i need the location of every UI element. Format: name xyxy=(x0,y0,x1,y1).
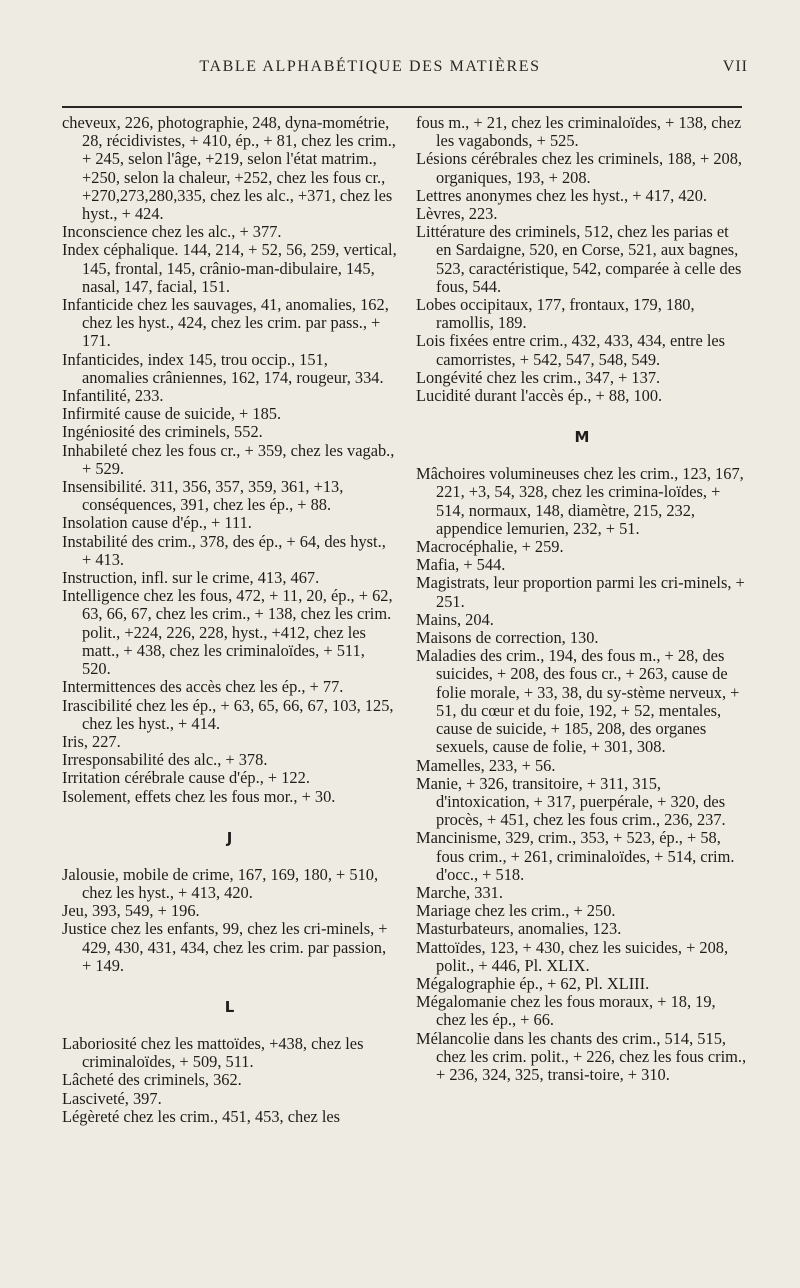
index-entry: Lasciveté, 397. xyxy=(62,1088,162,1108)
index-entry: Mafia, + 544. xyxy=(416,555,506,575)
index-entry: Longévité chez les crim., 347, + 137. xyxy=(416,367,661,387)
index-entry: Infanticides, index 145, trou occip., 151, anomalies crâniennes, 162, 174, rougeur, 334. xyxy=(62,349,384,387)
entries-m xyxy=(416,465,748,1084)
entries-l xyxy=(62,1035,397,1126)
index-entry: Mégalographie ép., + 62, Pl. XLIII. xyxy=(416,973,650,993)
index-entry: Mains, 204. xyxy=(416,609,494,629)
left-column xyxy=(62,114,397,1126)
index-entry: Marche, 331. xyxy=(416,882,503,902)
index-entry: Intelligence chez les fous, 472, + 11, 20, ép., + 62, 63, 66, 67, chez les crim., + 138, chez les crim. polit., +224, 226, 228, hyst., +412, chez les matt., + 438, chez les criminaloïdes, + 511, 520. xyxy=(62,586,393,679)
index-entry: Index céphalique. 144, 214, + 52, 56, 259, vertical, 145, frontal, 145, crânio-man-dibulaire, 145, nasal, 147, facial, 151. xyxy=(62,240,397,296)
index-entry: Mattoïdes, 123, + 430, chez les suicides, + 208, polit., + 446, Pl. XLIX. xyxy=(416,937,729,975)
section-letter-j: J xyxy=(226,828,233,847)
index-entry: Mariage chez les crim., + 250. xyxy=(416,901,616,921)
index-entry: Maisons de correction, 130. xyxy=(416,628,599,648)
index-entry: Instabilité des crim., 378, des ép., + 64, des hyst., + 413. xyxy=(62,531,386,569)
index-entry: Infirmité cause de suicide, + 185. xyxy=(62,404,282,424)
section-letter-l: L xyxy=(224,997,235,1016)
index-entry: Jeu, 393, 549, + 196. xyxy=(62,901,200,921)
index-entry: Lâcheté des criminels, 362. xyxy=(62,1070,242,1090)
index-entry: Lois fixées entre crim., 432, 433, 434, entre les camorristes, + 542, 547, 548, 549. xyxy=(416,331,726,369)
index-entry: Lettres anonymes chez les hyst., + 417, 420. xyxy=(416,185,708,205)
index-entry: Insensibilité. 311, 356, 357, 359, 361, +13, conséquences, 391, chez les ép., + 88. xyxy=(62,477,344,515)
index-entry: Macrocéphalie, + 259. xyxy=(416,537,564,557)
index-entry: Ingéniosité des criminels, 552. xyxy=(62,422,263,442)
page-number: VII xyxy=(722,58,748,75)
index-entry: Isolement, effets chez les fous mor., + 30. xyxy=(62,786,336,806)
index-entry: Irresponsabilité des alc., + 378. xyxy=(62,750,268,770)
index-entry: Intermittences des accès chez les ép., + 77. xyxy=(62,677,344,697)
index-entry: Mancinisme, 329, crim., 353, + 523, ép., + 58, fous crim., + 261, criminaloïdes, + 514, crim. d'occ., + 518. xyxy=(416,828,735,884)
running-title: TABLE ALPHABÉTIQUE DES MATIÈRES xyxy=(199,58,541,75)
index-entry: Manie, + 326, transitoire, + 311, 315, d'intoxication, + 317, puerpérale, + 320, des procès, + 451, chez les fous crim., 236, 237. xyxy=(416,773,726,830)
index-entry: Maladies des crim., 194, des fous m., + 28, des suicides, + 208, des fous cr., + 263, cause de folie morale, + 33, 38, du sy-stème nerveux, + 51, du cœur et du foie, 192, + 52, mentales, cause de suicide, + 185, 208, des organes sexuels, cause de folie, + 301, 308. xyxy=(416,646,740,757)
index-entry: Mamelles, 233, + 56. xyxy=(416,755,556,775)
entries-j xyxy=(62,866,397,975)
index-entry: Laboriosité chez les mattoïdes, +438, chez les criminaloïdes, + 509, 511. xyxy=(62,1033,364,1072)
index-entry: Mélancolie dans les chants des crim., 514, 515, chez les crim. polit., + 226, chez les fous crim., + 236, 324, 325, transi-toire, + 310. xyxy=(416,1028,747,1084)
index-entry: Instruction, infl. sur le crime, 413, 467. xyxy=(62,568,320,588)
index-entry: Justice chez les enfants, 99, chez les cri-minels, + 429, 430, 431, 434, chez les crim. par passion, + 149. xyxy=(62,919,388,975)
header-rule xyxy=(62,106,742,108)
index-entry: Irritation cérébrale cause d'ép., + 122. xyxy=(62,768,310,788)
index-entry: Mâchoires volumineuses chez les crim., 123, 167, 221, +3, 54, 328, chez les crimina-loïdes, + 514, normaux, 148, diamètre, 215, 232, appendice lemurien, 232, + 51. xyxy=(416,464,744,538)
index-entry: Insolation cause d'ép., + 111. xyxy=(62,513,252,533)
index-entry: Lèvres, 223. xyxy=(416,204,498,224)
section-letter-m: M xyxy=(574,428,590,447)
index-entry: Irascibilité chez les ép., + 63, 65, 66, 67, 103, 125, chez les hyst., + 414. xyxy=(62,695,394,733)
index-entry: Magistrats, leur proportion parmi les cri-minels, + 251. xyxy=(416,573,745,611)
index-entry: Inconscience chez les alc., + 377. xyxy=(62,222,282,242)
index-entry: fous m., + 21, chez les criminaloïdes, + 138, chez les vagabonds, + 525. xyxy=(416,113,742,151)
entries-i xyxy=(62,114,397,806)
index-entry: Iris, 227. xyxy=(62,731,121,751)
index-entry: Lobes occipitaux, 177, frontaux, 179, 180, ramollis, 189. xyxy=(416,295,695,333)
index-entry: Inhabileté chez les fous cr., + 359, chez les vagab., + 529. xyxy=(62,440,395,478)
right-column xyxy=(416,114,748,1084)
entries-l-continued xyxy=(416,114,748,405)
index-entry: Infanticide chez les sauvages, 41, anomalies, 162, chez les hyst., 424, chez les crim. par pass., + 171. xyxy=(62,295,389,351)
index-entry: cheveux, 226, photographie, 248, dyna-mométrie, 28, récidivistes, + 410, ép., + 81, chez les crim., + 245, selon l'âge, +219, selon l'état matrim., +250, selon la chaleur, +252, chez les fous cr., +270,273,280,335, chez les alc., +371, chez les hyst., + 424. xyxy=(62,113,396,224)
index-entry: Lucidité durant l'accès ép., + 88, 100. xyxy=(416,386,663,406)
index-entry: Infantilité, 233. xyxy=(62,386,164,406)
index-entry: Masturbateurs, anomalies, 123. xyxy=(416,919,622,939)
page-header xyxy=(0,58,800,82)
index-entry: Mégalomanie chez les fous moraux, + 18, 19, chez les ép., + 66. xyxy=(416,992,716,1030)
index-entry: Lésions cérébrales chez les criminels, 188, + 208, organiques, 193, + 208. xyxy=(416,149,743,187)
index-entry: Légèreté chez les crim., 451, 453, chez les xyxy=(62,1106,341,1126)
index-entry: Jalousie, mobile de crime, 167, 169, 180, + 510, chez les hyst., + 413, 420. xyxy=(62,864,379,902)
index-entry: Littérature des criminels, 512, chez les parias et en Sardaigne, 520, en Corse, 521, aux bagnes, 523, caractéristique, 542, comparée à celle des fous, 544. xyxy=(416,222,742,296)
